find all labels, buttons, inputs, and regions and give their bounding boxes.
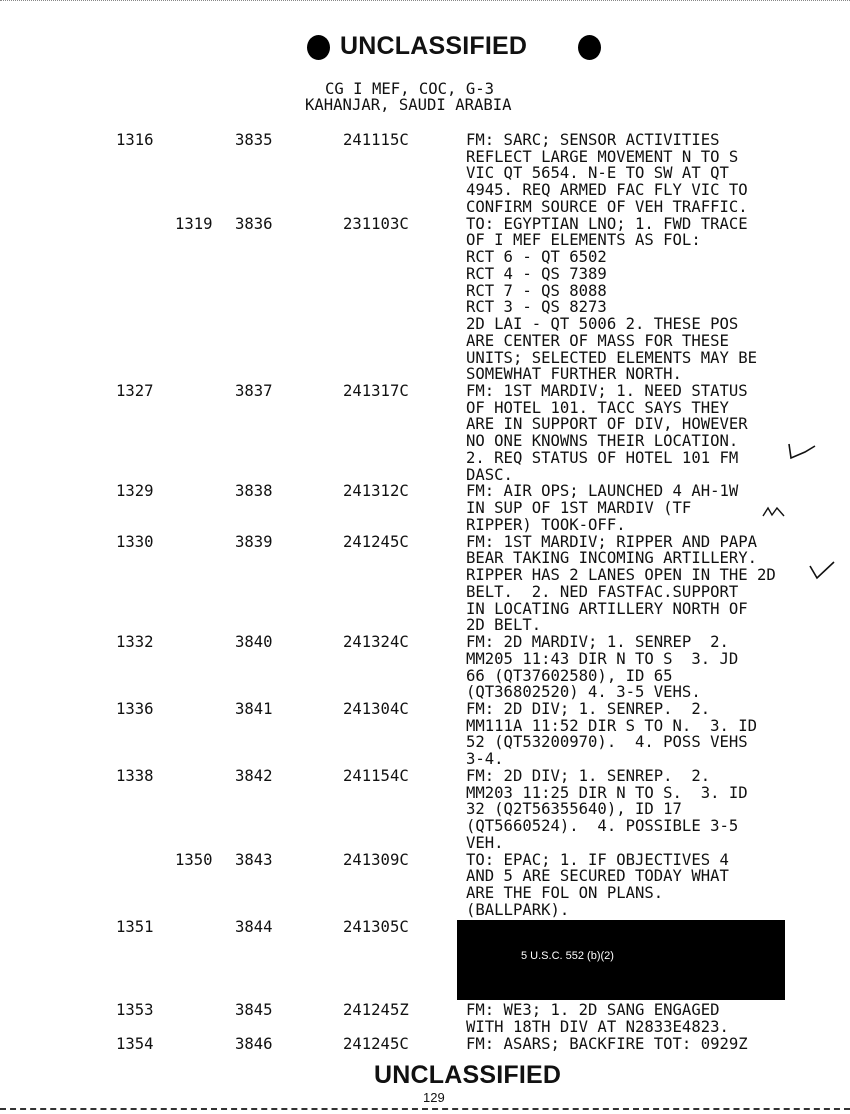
- entry-text: [466, 634, 850, 701]
- entry-text-line: SOMEWHAT FURTHER NORTH.: [466, 365, 682, 384]
- entry-dtg: 241154C: [343, 766, 409, 785]
- entry-text-line: RCT 6 - QT 6502: [466, 248, 607, 267]
- entry-text: [466, 852, 850, 919]
- log-entry: [0, 701, 850, 768]
- entry-time: 1336: [116, 699, 154, 718]
- entry-text-line: FM: 2D MARDIV; 1. SENREP 2.: [466, 633, 729, 652]
- entry-dtg: 241309C: [343, 850, 409, 869]
- entry-text-line: TO: EGYPTIAN LNO; 1. FWD TRACE: [466, 214, 748, 233]
- entry-text: [466, 383, 850, 483]
- classification-dot-left: [307, 35, 330, 60]
- entry-text-line: FM: 1ST MARDIV; 1. NEED STATUS: [466, 382, 748, 401]
- entry-time: 1327: [116, 382, 154, 401]
- entry-text-line: 52 (QT53200970). 4. POSS VEHS: [466, 733, 748, 752]
- entry-text-line: REFLECT LARGE MOVEMENT N TO S: [466, 147, 739, 166]
- entry-text-line: FM: AIR OPS; LAUNCHED 4 AH-1W: [466, 482, 739, 501]
- entry-time: 1351: [116, 917, 154, 936]
- entry-text-line: BELT. 2. NED FASTFAC.SUPPORT: [466, 582, 739, 601]
- entry-text-line: CONFIRM SOURCE OF VEH TRAFFIC.: [466, 197, 748, 216]
- entry-text-line: ARE THE FOL ON PLANS.: [466, 884, 664, 903]
- entry-dtg: 241115C: [343, 131, 409, 149]
- entry-text-line: 4945. REQ ARMED FAC FLY VIC TO: [466, 181, 748, 200]
- entry-time: 1316: [116, 131, 154, 149]
- redaction-label: 5 U.S.C. 552 (b)(2): [521, 950, 614, 962]
- entry-text-line: AND 5 ARE SECURED TODAY WHAT: [466, 867, 729, 886]
- entry-dtg: 241305C: [343, 917, 409, 936]
- entry-text-line: VIC QT 5654. N-E TO SW AT QT: [466, 164, 729, 183]
- entry-text: [466, 701, 850, 768]
- scan-edge-bottom: [0, 1108, 850, 1110]
- entry-text-line: RCT 4 - QS 7389: [466, 264, 607, 283]
- entry-serial: 3839: [235, 532, 273, 551]
- header-location: KAHANJAR, SAUDI ARABIA: [305, 96, 512, 114]
- entry-text-line: FM: 1ST MARDIV; RIPPER AND PAPA: [466, 532, 758, 551]
- log-entry: [0, 768, 850, 852]
- entry-text-line: (BALLPARK).: [466, 900, 570, 919]
- entry-serial: 3846: [235, 1034, 273, 1053]
- entry-time: 1354: [116, 1034, 154, 1053]
- entry-serial: 3837: [235, 382, 273, 401]
- entry-dtg: 241312C: [343, 482, 409, 501]
- entry-text-line: 32 (Q2T56355640), ID 17: [466, 800, 682, 819]
- entry-time: 1330: [116, 532, 154, 551]
- entry-text: [466, 132, 850, 216]
- entry-serial: 3835: [235, 131, 273, 149]
- entry-serial: 3840: [235, 633, 273, 652]
- entry-serial: 3845: [235, 1001, 273, 1020]
- redaction-box: [457, 920, 785, 1000]
- entry-time: 1329: [116, 482, 154, 501]
- entry-text: [466, 1002, 850, 1035]
- header-unit: CG I MEF, COC, G-3: [325, 80, 494, 98]
- entry-time: 1350: [175, 850, 213, 869]
- entry-text-line: RIPPER) TOOK-OFF.: [466, 515, 626, 534]
- entry-text-line: IN SUP OF 1ST MARDIV (TF: [466, 499, 692, 518]
- log-entry: [0, 534, 850, 634]
- entry-text-line: (QT36802520) 4. 3-5 VEHS.: [466, 683, 701, 702]
- classification-banner-bottom: UNCLASSIFIED: [374, 1061, 562, 1089]
- log-entry: [0, 216, 850, 383]
- entry-text-line: 2D LAI - QT 5006 2. THESE POS: [466, 315, 739, 334]
- log-entry: [0, 1036, 850, 1053]
- entry-text-line: FM: 2D DIV; 1. SENREP. 2.: [466, 766, 711, 785]
- entry-serial: 3843: [235, 850, 273, 869]
- entry-dtg: 241245C: [343, 1034, 409, 1053]
- entry-dtg: 241304C: [343, 699, 409, 718]
- entry-time: 1319: [175, 214, 213, 233]
- entry-text-line: OF HOTEL 101. TACC SAYS THEY: [466, 398, 729, 417]
- page-number: 129: [423, 1090, 445, 1105]
- entry-text: [466, 483, 850, 533]
- log-entry: [0, 483, 850, 533]
- entry-text-line: ARE CENTER OF MASS FOR THESE: [466, 331, 729, 350]
- entry-text-line: VEH.: [466, 833, 504, 852]
- entry-text-line: FM: ASARS; BACKFIRE TOT: 0929Z: [466, 1034, 748, 1053]
- entry-text-line: MM203 11:25 DIR N TO S. 3. ID: [466, 783, 748, 802]
- entry-text-line: RCT 3 - QS 8273: [466, 298, 607, 317]
- entry-text: [466, 768, 850, 852]
- classification-dot-right: [578, 35, 601, 60]
- entry-text-line: IN LOCATING ARTILLERY NORTH OF: [466, 599, 748, 618]
- entry-text-line: MM111A 11:52 DIR S TO N. 3. ID: [466, 716, 758, 735]
- entry-serial: 3841: [235, 699, 273, 718]
- entry-text-line: BEAR TAKING INCOMING ARTILLERY.: [466, 549, 758, 568]
- entry-dtg: 231103C: [343, 214, 409, 233]
- entry-text-line: 2D BELT.: [466, 616, 542, 635]
- journal-log: [0, 132, 850, 1052]
- entry-text: [466, 216, 850, 383]
- entry-text-line: MM205 11:43 DIR N TO S 3. JD: [466, 649, 739, 668]
- entry-text: [466, 1036, 850, 1053]
- entry-text: [466, 534, 850, 634]
- entry-text-line: DASC.: [466, 465, 513, 484]
- entry-text-line: FM: SARC; SENSOR ACTIVITIES: [466, 131, 720, 149]
- entry-time: 1332: [116, 633, 154, 652]
- entry-text-line: UNITS; SELECTED ELEMENTS MAY BE: [466, 348, 758, 367]
- entry-serial: 3842: [235, 766, 273, 785]
- entry-text-line: WITH 18TH DIV AT N2833E4823.: [466, 1017, 729, 1036]
- log-entry: [0, 383, 850, 483]
- entry-text-line: 66 (QT37602580), ID 65: [466, 666, 673, 685]
- entry-text-line: 3-4.: [466, 750, 504, 769]
- entry-time: 1353: [116, 1001, 154, 1020]
- entry-text-line: FM: 2D DIV; 1. SENREP. 2.: [466, 699, 711, 718]
- entry-time: 1338: [116, 766, 154, 785]
- entry-text-line: TO: EPAC; 1. IF OBJECTIVES 4: [466, 850, 729, 869]
- entry-dtg: 241324C: [343, 633, 409, 652]
- entry-serial: 3836: [235, 214, 273, 233]
- entry-dtg: 241245C: [343, 532, 409, 551]
- entry-dtg: 241245Z: [343, 1001, 409, 1020]
- entry-text-line: RIPPER HAS 2 LANES OPEN IN THE 2D: [466, 566, 776, 585]
- classification-banner-top: UNCLASSIFIED: [340, 32, 528, 60]
- log-entry: [0, 1002, 850, 1035]
- log-entry: [0, 132, 850, 216]
- entry-dtg: 241317C: [343, 382, 409, 401]
- entry-serial: 3838: [235, 482, 273, 501]
- log-entry: [0, 852, 850, 919]
- log-entry: [0, 634, 850, 701]
- handwritten-check-mark: [808, 560, 838, 582]
- handwritten-check-mark: [785, 440, 821, 462]
- entry-serial: 3844: [235, 917, 273, 936]
- entry-text-line: RCT 7 - QS 8088: [466, 281, 607, 300]
- entry-text-line: NO ONE KNOWNS THEIR LOCATION.: [466, 432, 739, 451]
- entry-text-line: (QT5660524). 4. POSSIBLE 3-5: [466, 817, 739, 836]
- entry-text-line: ARE IN SUPPORT OF DIV, HOWEVER: [466, 415, 748, 434]
- handwritten-check-mark: [760, 504, 790, 520]
- entry-text-line: 2. REQ STATUS OF HOTEL 101 FM: [466, 448, 739, 467]
- entry-text-line: OF I MEF ELEMENTS AS FOL:: [466, 231, 701, 250]
- entry-text-line: FM: WE3; 1. 2D SANG ENGAGED: [466, 1001, 720, 1020]
- scan-edge-top: [0, 0, 850, 1]
